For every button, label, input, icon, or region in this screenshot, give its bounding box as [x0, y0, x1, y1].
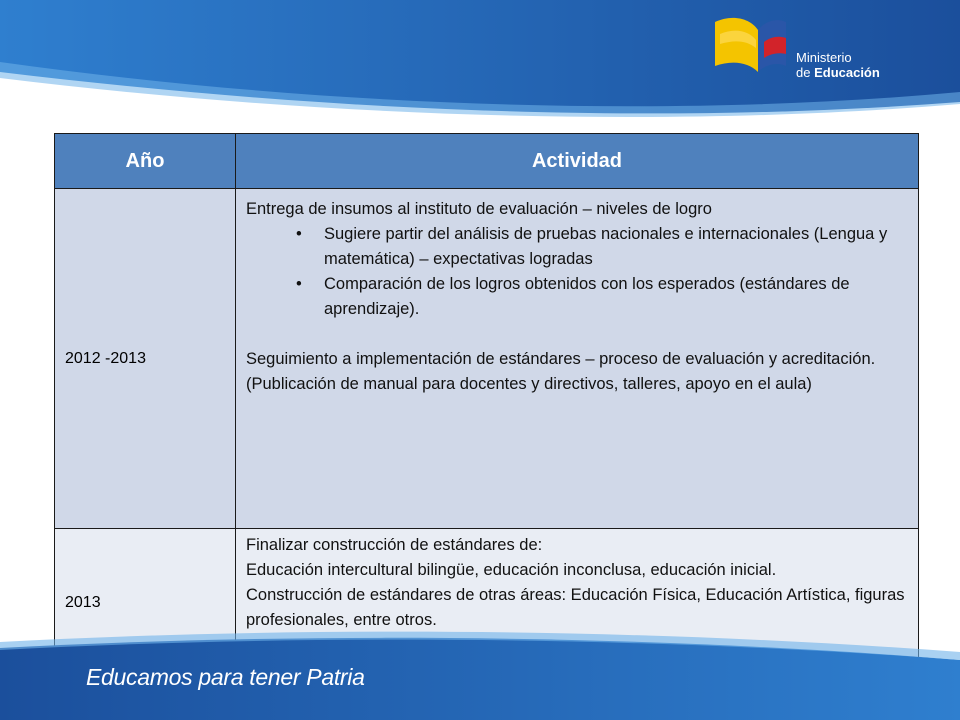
activity-paragraph: Finalizar construcción de estándares de:	[246, 536, 543, 554]
logo-wordmark	[796, 50, 880, 80]
slogan: Educamos para tener Patria	[86, 664, 365, 690]
header-year: Año	[55, 134, 236, 189]
activity-paragraph: Educación intercultural bilingüe, educación inconclusa, educación inicial.	[246, 561, 777, 579]
logo-line-ministerio: Ministerio	[796, 50, 852, 65]
header-activity: Actividad	[236, 134, 919, 189]
table-row	[55, 189, 919, 529]
activity-bullets	[246, 222, 906, 322]
activity-paragraph: Construcción de estándares de otras áreas: Educación Física, Educación Artística, figuras profesionales, entre otros.	[246, 586, 905, 629]
activity-paragraph: (Publicación de manual para docentes y directivos, talleres, apoyo en el aula)	[246, 375, 812, 393]
activity-paragraph: Seguimiento a implementación de estándares – proceso de evaluación y acreditación.	[246, 350, 876, 368]
list-item: • Sugiere partir del análisis de pruebas nacionales e internacionales (Lengua y matemática) – expectativas logradas	[324, 222, 906, 272]
activity-intro: Entrega de insumos al instituto de evaluación – niveles de logro	[246, 200, 712, 218]
row-year: 2013	[55, 529, 236, 678]
bullet-icon: •	[296, 225, 302, 243]
activities-table	[54, 133, 919, 678]
list-item: • Comparación de los logros obtenidos con los esperados (estándares de aprendizaje).	[324, 272, 906, 322]
table-header-row	[55, 134, 919, 189]
row-activity	[236, 189, 919, 529]
bullet-icon: •	[296, 275, 302, 293]
row-year: 2012 -2013	[55, 189, 236, 529]
logo-line-educacion: de Educación	[796, 65, 880, 80]
